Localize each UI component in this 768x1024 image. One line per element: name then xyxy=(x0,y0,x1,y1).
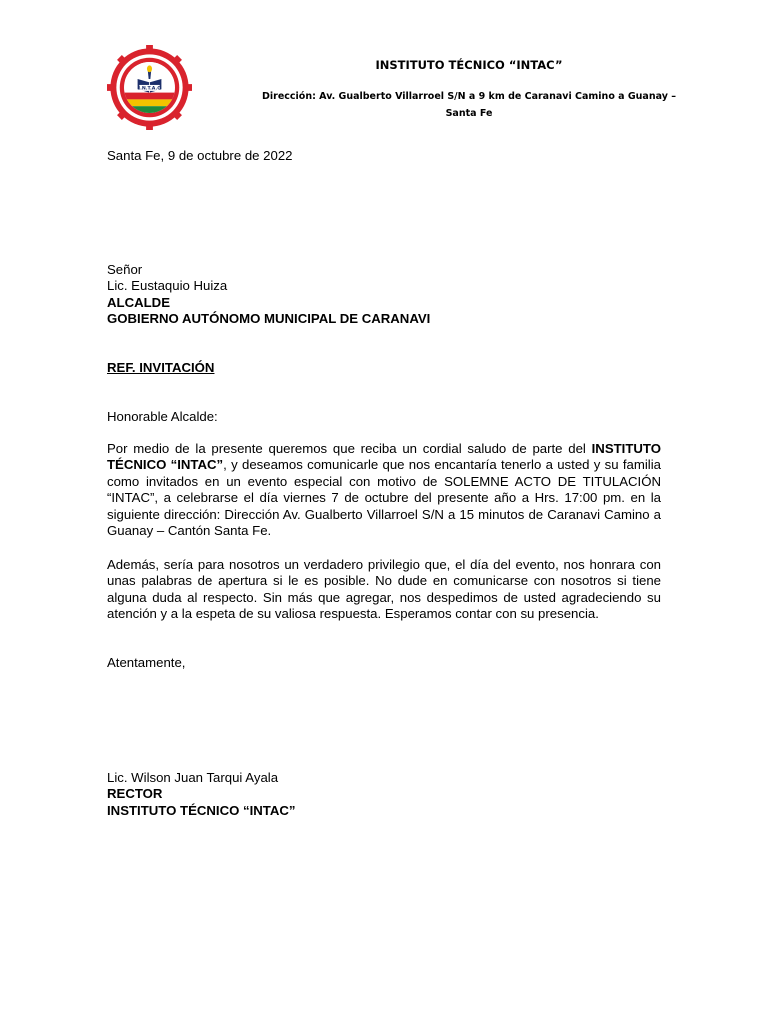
logo-text: I.N.T.A.C xyxy=(138,86,161,92)
recipient-block xyxy=(107,262,661,328)
address-line-2: Santa Fe xyxy=(445,108,493,119)
reference-line: REF. INVITACIÓN xyxy=(107,360,215,375)
paragraph-1-institute: INSTITUTO TÉCNICO “INTAC” xyxy=(107,441,661,473)
header-address xyxy=(230,88,708,122)
signature-position: RECTOR xyxy=(107,786,163,802)
header-title: INSTITUTO TÉCNICO “INTAC” xyxy=(375,58,563,72)
paragraph-1 xyxy=(107,441,661,539)
institute-logo xyxy=(107,45,192,130)
signature-institute: INSTITUTO TÉCNICO “INTAC” xyxy=(107,802,296,818)
recipient-organization: GOBIERNO AUTÓNOMO MUNICIPAL DE CARANAVI xyxy=(107,311,431,327)
paragraph-2: Además, sería para nosotros un verdadero privilegio que, el día del evento, nos honrara con unas palabras de apertura si le es posible. No dude en comunicarse con nosotros si tiene alguna duda al respecto. Sin más que agregar, nos despedimos de usted agradeciendo su atención y a la espeta de su valiosa respuesta. Esperamos contar con su presencia. xyxy=(107,557,661,622)
greeting: Honorable Alcalde: xyxy=(107,409,218,424)
recipient-salutation: Señor xyxy=(107,262,143,277)
signature-name: Lic. Wilson Juan Tarqui Ayala xyxy=(107,770,279,785)
paragraph-1-body: , y deseamos comunicarle que nos encantaría tenerlo a usted y su familia como invitados en un evento especial con motivo de SOLEMNE ACTO DE TITULACIÓN “INTAC”, a celebrarse el día viernes 7 de octubre del presente año a Hrs. 17:00 pm. en la siguiente dirección: Dirección Av. Gualberto Villarroel S/N a 15 minutos de Caranavi Camino a Guanay – Cantón Santa Fe. xyxy=(107,457,661,539)
closing: Atentamente, xyxy=(107,655,186,670)
paragraph-1-intro: Por medio de la presente queremos que reciba un cordial saludo de parte del xyxy=(107,441,592,456)
recipient-name: Lic. Eustaquio Huiza xyxy=(107,278,228,294)
signature-block xyxy=(107,770,661,819)
date-line: Santa Fe, 9 de octubre de 2022 xyxy=(107,148,293,163)
reference-wrapper xyxy=(107,360,661,376)
recipient-position: ALCALDE xyxy=(107,294,171,310)
address-line-1: Dirección: Av. Gualberto Villarroel S/N a 9 km de Caranavi Camino a Guanay – xyxy=(262,91,676,102)
